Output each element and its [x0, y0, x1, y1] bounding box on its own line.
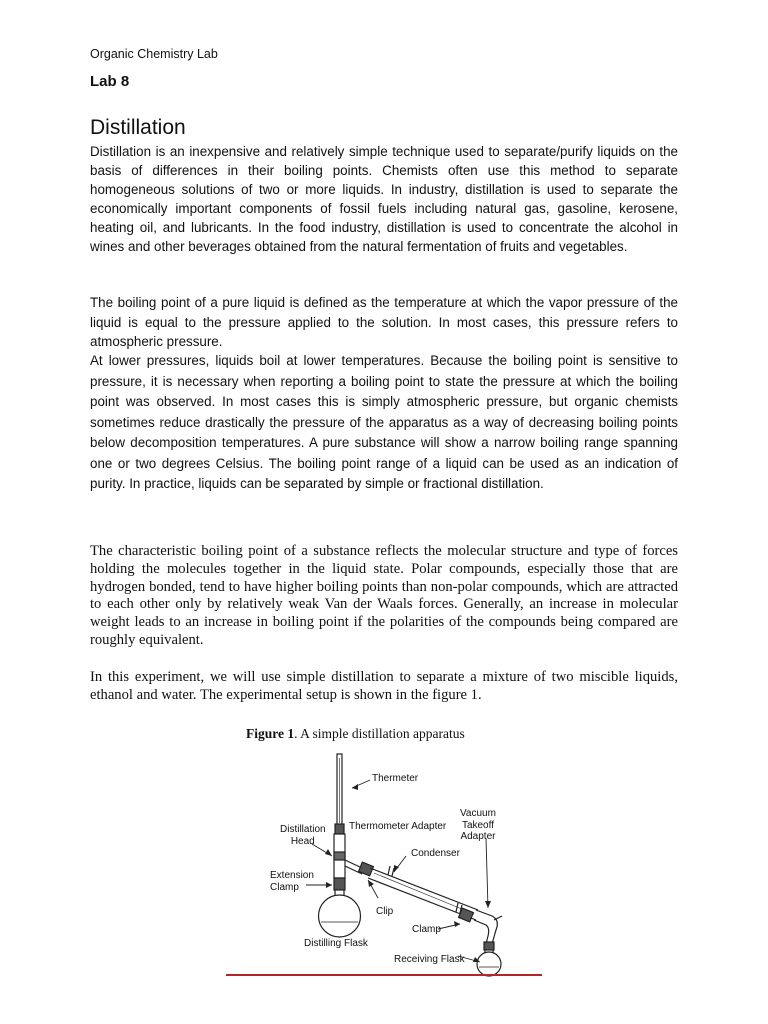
paragraph-molecular: The characteristic boiling point of a substance reflects the molecular structure and type of forces holding the molecules together in the liquid state. Polar compounds, especially those that are hydrogen bonded, tend to have higher boiling points than non-polar compounds, which are attracted to each other only by relatively weak Van der Waals forces. Generally, an increase in molecular weight leads to an increase in boiling point if the polarities of the compounds being compared are roughly equivalent.	[90, 543, 678, 648]
lab-number: Lab 8	[90, 73, 130, 90]
receiving-flask	[477, 952, 501, 976]
paragraph-pressure: At lower pressures, liquids boil at lower temperatures. Because the boiling point is sensitive to pressure, it is necessary when reporting a boiling point to state the pressure at which the boiling point was observed. In most cases this is simply atmospheric pressure, but organic chemists sometimes reduce drastically the pressure of the apparatus as a way of decreasing boiling points below decomposition temperatures. A pure substance will show a narrow boiling range spanning one or two degrees Celsius. The boiling point range of a liquid can be used as an indication of purity. In practice, liquids can be separated by simple or fractional distillation.	[90, 353, 678, 491]
thermometer-adapter	[335, 824, 344, 834]
figure-caption	[246, 726, 465, 742]
label-condenser: Condenser	[411, 848, 460, 859]
label-receiving-flask: Receiving Flask	[394, 954, 465, 965]
label-thermometer-adapter: Thermometer Adapter	[349, 821, 447, 832]
label-extension-clamp: Extension Clamp	[270, 870, 314, 893]
label-vacuum-adapter: Vacuum Takeoff Adapter	[460, 808, 496, 842]
condenser-top	[370, 868, 478, 910]
paragraph-intro: Distillation is an inexpensive and relatively simple technique used to separate/purify liquids on the basis of differences in their boiling points. Chemists often use this method to separate homogeneous solutions of two or more liquids. In industry, distillation is used to separate the economically important components of fossil fuels including natural gas, gasoline, kerosene, heating oil, and lubricants. In the food industry, distillation is used to concentrate the alcohol in wines and other beverages obtained from the natural fermentation of fruits and vegetables.	[90, 144, 678, 254]
label-distilling-flask: Distilling Flask	[304, 938, 368, 949]
page-title: Distillation	[90, 116, 186, 139]
figure-label: Figure 1	[246, 726, 295, 741]
distillation-apparatus-figure	[270, 748, 520, 978]
label-thermometer: Thermeter	[372, 773, 419, 784]
footer-divider	[226, 974, 542, 976]
figure-caption-text: . A simple distillation apparatus	[294, 726, 465, 741]
paragraph-boiling-point: The boiling point of a pure liquid is defined as the temperature at which the vapor pressure of the liquid is equal to the pressure applied to the solution. In most cases, this pressure refers to atmospheric pressure.	[90, 295, 678, 349]
paragraph-experiment: In this experiment, we will use simple distillation to separate a mixture of two miscible liquids, ethanol and water. The experimental setup is shown in the figure 1.	[90, 669, 678, 703]
distilling-flask	[319, 895, 361, 937]
label-clamp: Clamp	[412, 924, 441, 935]
course-name: Organic Chemistry Lab	[90, 47, 218, 61]
label-clip: Clip	[376, 906, 394, 917]
label-distillation-head: Distillation Head	[280, 824, 326, 847]
